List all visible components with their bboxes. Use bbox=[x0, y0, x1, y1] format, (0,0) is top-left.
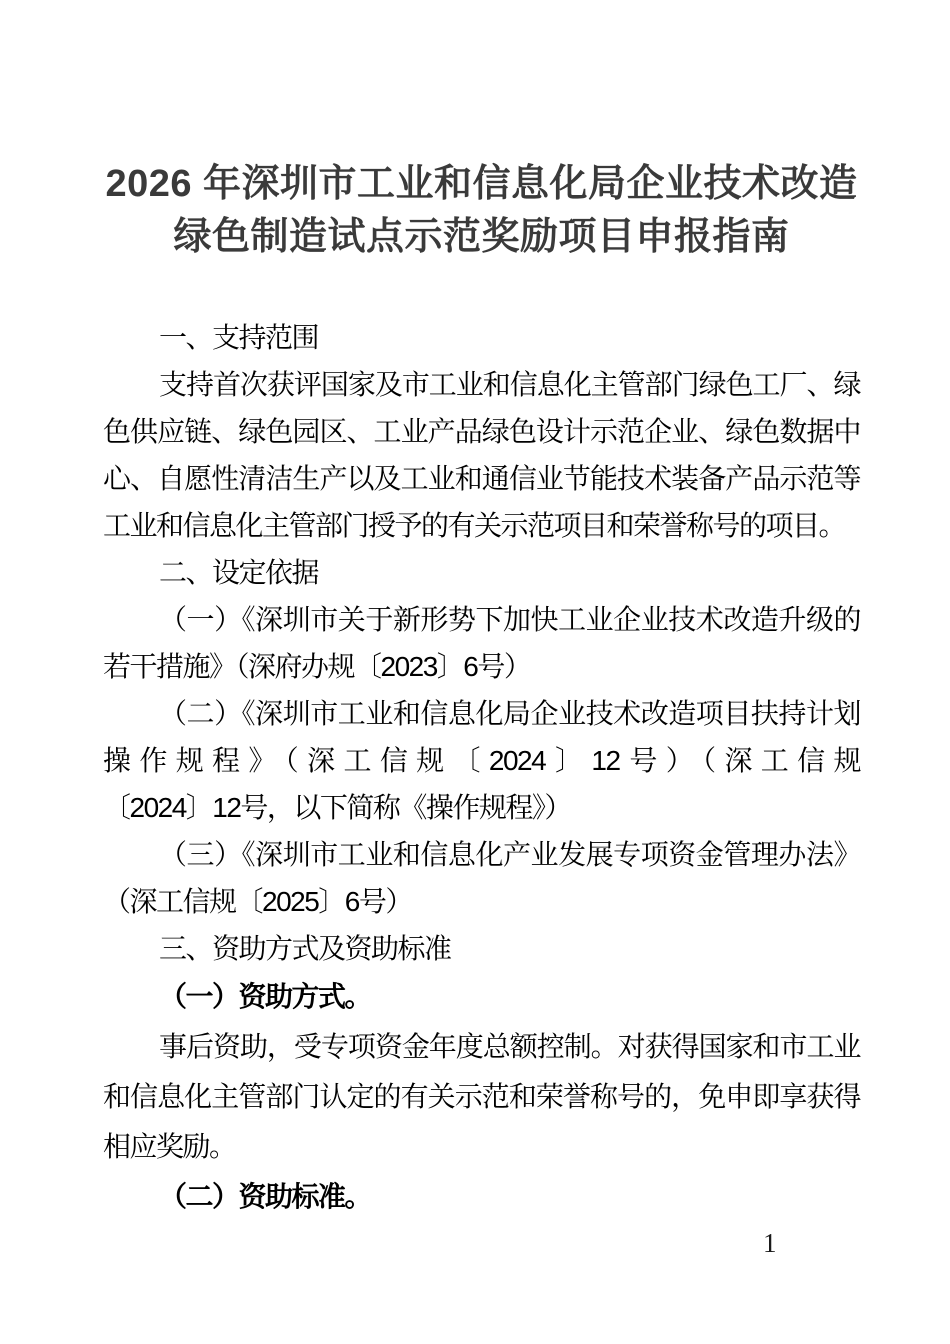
para-support-scope-line-3: 心、自愿性清洁生产以及工业和通信业节能技术装备产品示范等 bbox=[103, 463, 860, 494]
para-basis-item3-line-1: （三）《深圳市工业和信息化产业发展专项资金管理办法》 bbox=[159, 839, 860, 870]
para-basis-item3-line-2: （深工信规〔2025〕6号） bbox=[103, 886, 412, 917]
document-title bbox=[103, 158, 860, 264]
heading-funding-method-standard: 三、资助方式及资助标准 bbox=[159, 933, 451, 964]
title-line-2: 绿色制造试点示范奖励项目申报指南 bbox=[173, 216, 790, 258]
para-support-scope-line-2: 色供应链、绿色园区、工业产品绿色设计示范企业、绿色数据中 bbox=[103, 416, 860, 447]
para-funding-method-line-1: 事后资助，受专项资金年度总额控制。对获得国家和市工业 bbox=[159, 1031, 860, 1062]
para-funding-method-line-2: 和信息化主管部门认定的有关示范和荣誉称号的，免申即享获得 bbox=[103, 1081, 860, 1112]
para-basis-item1-line-2: 若干措施》（深府办规〔2023〕6号） bbox=[103, 651, 531, 682]
para-support-scope-line-1: 支持首次获评国家及市工业和信息化主管部门绿色工厂、绿 bbox=[159, 369, 860, 400]
heading-support-scope: 一、支持范围 bbox=[159, 322, 319, 353]
subheading-funding-method: （一）资助方式。 bbox=[159, 981, 372, 1012]
para-basis-item2-line-2: 操作规程》（深工信规〔2024〕12号）（深工信规 bbox=[103, 745, 860, 776]
para-support-scope-line-4: 工业和信息化主管部门授予的有关示范项目和荣誉称号的项目。 bbox=[103, 510, 846, 541]
subheading-funding-standard: （二）资助标准。 bbox=[159, 1181, 372, 1212]
title-line-1: 2026 年深圳市工业和信息化局企业技术改造 bbox=[105, 163, 858, 205]
para-basis-item2-line-3: 〔2024〕12号，以下简称《操作规程》） bbox=[103, 792, 571, 823]
heading-setting-basis: 二、设定依据 bbox=[159, 557, 319, 588]
page-number: 1 bbox=[763, 1228, 777, 1258]
para-basis-item2-line-1: （二）《深圳市工业和信息化局企业技术改造项目扶持计划 bbox=[159, 698, 860, 729]
para-funding-method-line-3: 相应奖励。 bbox=[103, 1131, 236, 1162]
para-basis-item1-line-1: （一）《深圳市关于新形势下加快工业企业技术改造升级的 bbox=[159, 604, 860, 635]
document-page bbox=[103, 158, 860, 1222]
